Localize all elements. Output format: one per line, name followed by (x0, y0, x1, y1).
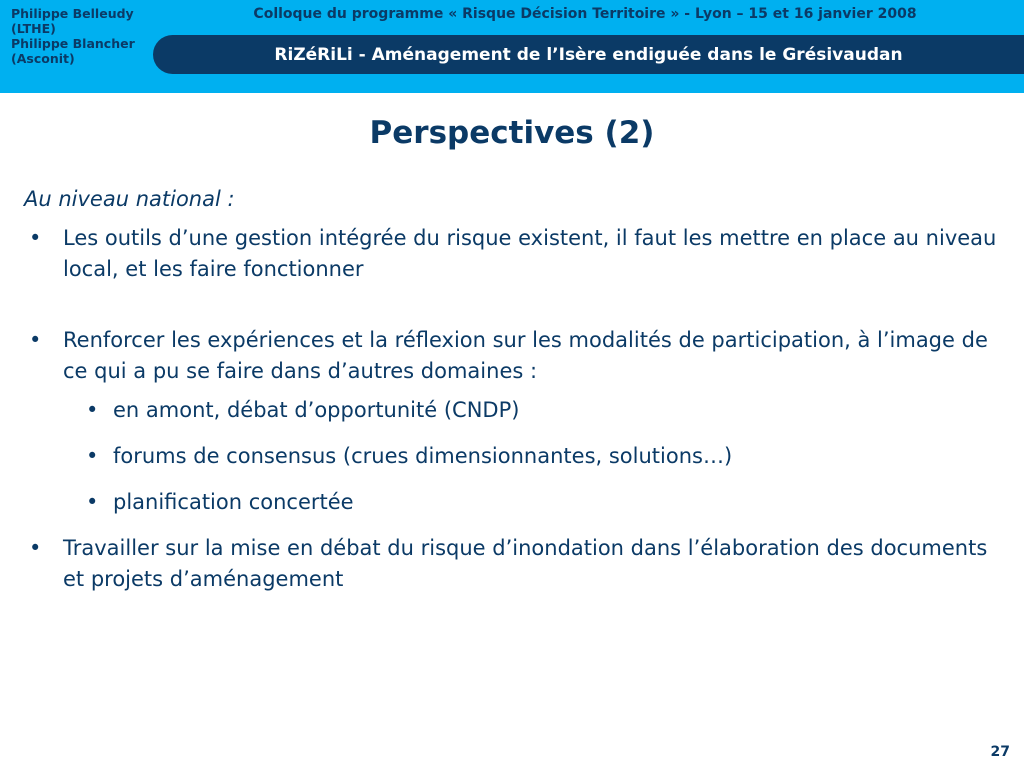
project-title: RiZéRiLi - Aménagement de l’Isère endiguée dans le Grésivaudan (274, 44, 903, 65)
bullet-marker: • (29, 328, 42, 352)
header-band (0, 0, 1024, 93)
sub-bullet-item (24, 441, 1004, 472)
sub-bullet-item (24, 395, 1004, 426)
sub-bullet-item (24, 487, 1004, 518)
bullet-item (24, 533, 1004, 595)
bullet-text: Travailler sur la mise en débat du risque d’inondation dans l’élaboration des documents et projets d’aménagement (63, 536, 988, 591)
page-number: 27 (990, 744, 1010, 760)
bullet-text: Les outils d’une gestion intégrée du risque existent, il faut les mettre en place au niveau local, et les faire fonctionner (63, 226, 997, 281)
bullet-marker: • (86, 490, 99, 514)
author-name: Philippe Belleudy (11, 6, 134, 21)
bullet-item (24, 223, 1004, 285)
bullet-item (24, 325, 1004, 387)
author-name: Philippe Blancher (11, 36, 135, 51)
slide-content (24, 184, 1004, 603)
project-title-banner (153, 35, 1024, 74)
sub-bullet-text: forums de consensus (crues dimensionnantes, solutions…) (113, 444, 733, 468)
bullet-marker: • (29, 536, 42, 560)
bullet-marker: • (86, 444, 99, 468)
conference-title: Colloque du programme « Risque Décision Territoire » - Lyon – 15 et 16 janvier 2008 (253, 6, 917, 22)
bullet-marker: • (86, 398, 99, 422)
author-affiliation: (Asconit) (11, 51, 75, 66)
sub-bullet-text: planification concertée (113, 490, 354, 514)
bullet-text: Renforcer les expériences et la réflexion sur les modalités de participation, à l’image de ce qui a pu se faire dans d’autres domaines : (63, 328, 988, 383)
bullet-marker: • (29, 226, 42, 250)
intro-text: Au niveau national : (24, 187, 235, 211)
authors-block (11, 6, 156, 66)
author-affiliation: (LTHE) (11, 21, 56, 36)
slide-title: Perspectives (2) (369, 115, 655, 151)
sub-bullet-text: en amont, débat d’opportunité (CNDP) (113, 398, 520, 422)
